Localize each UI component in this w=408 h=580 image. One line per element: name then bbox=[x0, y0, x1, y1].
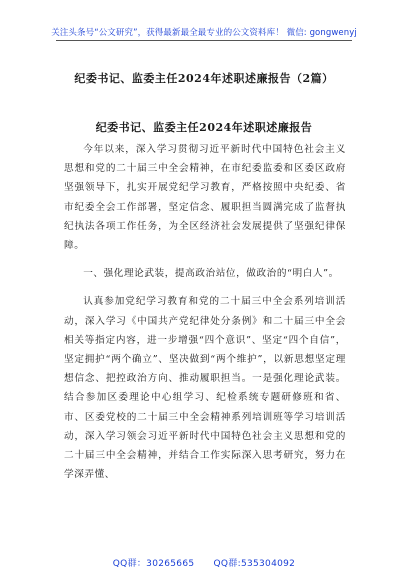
document-title: 纪委书记、监委主任2024年述职述廉报告（2篇） bbox=[74, 72, 334, 85]
paragraph-heading: 一、强化理论武装，提高政治站位，做政治的“明白人”。 bbox=[83, 268, 339, 280]
header-note: 关注头条号“公文研究”，获得最新最全最专业的公文资料库！ 微信: gongwenyj bbox=[51, 28, 357, 38]
document-body bbox=[64, 140, 346, 493]
header-divider bbox=[56, 40, 352, 41]
footer-qq-groups bbox=[0, 556, 408, 569]
qq-group-1: QQ群：30265665 bbox=[112, 559, 195, 569]
paragraph: 今年以来，深入学习贯彻习近平新时代中国特色社会主义思想和党的二十届三中全会精神，在市纪委监委和区委区政府坚强领导下，扎实开展党纪学习教育，严格按照中央纪委、省市纪委全会工作部署，坚定信念、履职担当圆满完成了监督执纪执法各项工作任务，为全区经济社会发展提供了坚强纪律保障。 bbox=[64, 144, 346, 252]
qq-group-2: QQ群:535304092 bbox=[213, 559, 296, 569]
paragraph: 认真参加党纪学习教育和党的二十届三中全会系列培训活动，深入学习《中国共产党纪律处分条例》和二十届三中全会相关等指定内容，进一步增强“四个意识”、坚定“四个自信”，坚定拥护“两个确立”、坚决做到“两个维护”，以新思想坚定理想信念、把控政治方向、推动履职担当。一是强化理论武装。结合参加区委理论中心组学习、纪检系统专题研修班和省、市、区委党校的二十届三中全会精神系列培训班等学习培训活动，深入学习领会习近平新时代中国特色社会主义思想和党的二十届三中全会精神，并结合工作实际深入思考研究，努力在学深弄懂、 bbox=[64, 296, 346, 481]
document-subtitle: 纪委书记、监委主任2024年述职述廉报告 bbox=[95, 121, 313, 134]
